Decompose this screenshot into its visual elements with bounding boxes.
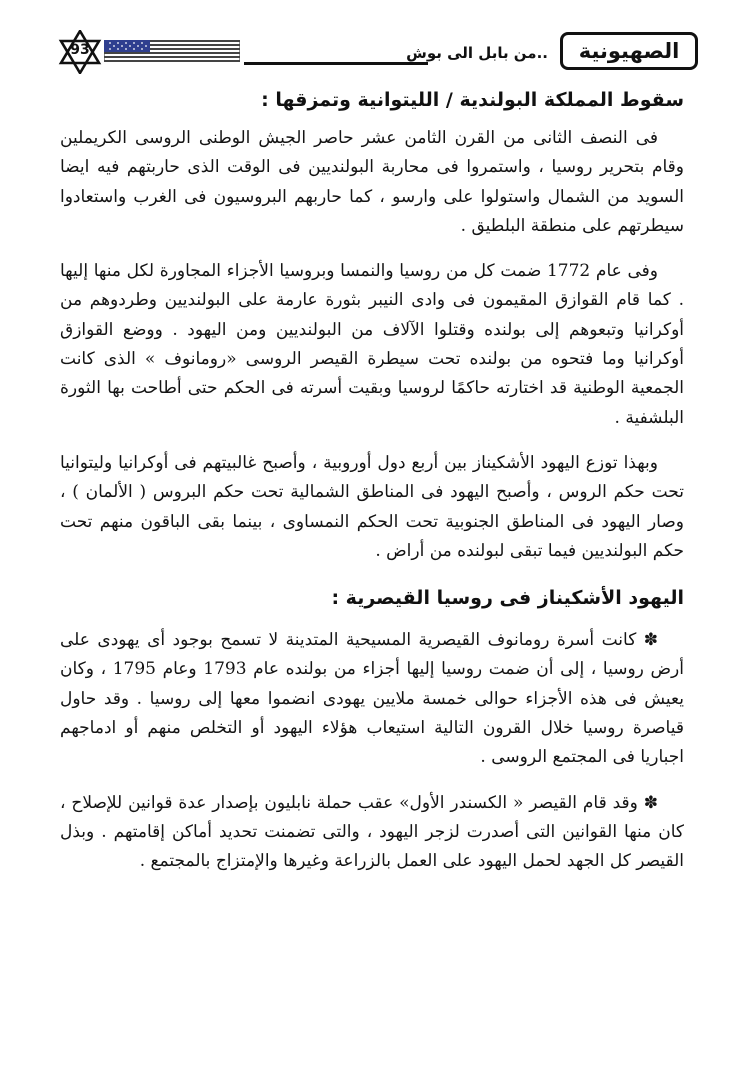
series-title-box <box>560 32 698 70</box>
series-title: الصهيونية <box>578 39 680 63</box>
running-header <box>58 30 698 74</box>
paragraph: وفى عام 1772 ضمت كل من روسيا والنمسا وبروسيا الأجزاء المجاورة لكل منها إليها . كما قام القوازق المقيمون فى وادى النيبر بثورة عارمة على البولنديين وطردوهم من أوكرانيا وتبعوهم إلى بولنده وقتلوا الآلاف من البولنديين ومن اليهود . ووضع القوازق أوكرانيا وما فتحوه من بولنده تحت سيطرة القيصر الروسى «رومانوف » الذى كانت الجمعية الوطنية قد اختارته حاكمًا لروسيا وبقيت أسرته فى الحكم حتى أطاحت بها الثورة البلشفية . <box>60 261 684 428</box>
paragraph-text: وقد قام القيصر « الكسندر الأول» عقب حملة نابليون بإصدار عدة قوانين للإصلاح ، كان منها القوانين التى أصدرت لزجر اليهود ، والتى تضمنت تحديد أماكن إقامتهم . وبذل القيصر كل الجهد لحمل اليهود على العمل بالزراعة وغيرها والإمتزاج بالمجتمع . <box>60 792 684 872</box>
bullet-paragraph <box>60 626 684 772</box>
bullet-icon: ✽ <box>643 792 658 813</box>
section-heading: سقوط المملكة البولندية / الليتوانية وتمزقها : <box>261 89 684 111</box>
bullet-icon: ✽ <box>643 630 658 651</box>
section-heading: اليهود الأشكيناز فى روسيا القيصرية : <box>331 587 684 610</box>
page-number: 93 <box>70 42 90 58</box>
header-rule <box>244 62 428 65</box>
star-of-david-icon <box>58 30 102 74</box>
paragraph: فى النصف الثانى من القرن الثامن عشر حاصر الجيش الوطنى الروسى الكريملين وقام بتحرير روسيا ، واستمروا فى محاربة البولنديين فى الوقت الذى حاربتهم فيه ايضا السويد من الشمال واستولوا على وارسو ، كما حاربهم البروسيون فى الغرب واستعادوا سيطرتهم على منطقة البلطيق . <box>60 128 684 236</box>
american-flag-icon <box>104 40 240 62</box>
paragraph-text: كانت أسرة رومانوف القيصرية المسيحية المتدينة لا تسمح بوجود أى يهودى على أرض روسيا ، إلى أن ضمت روسيا إليها أجزاء من بولنده عام 1793 وعام 1795 ، وكان يعيش فى هذه الأجزاء حوالى خمسة ملايين يهودى انضموا معها إلى روسيا . وقد حاول قياصرة روسيا خلال القرون التالية استيعاب هؤلاء اليهود أو التخلص منهم أو ادماجهم اجباريا فى المجتمع الروسى . <box>60 630 684 768</box>
paragraph: وبهذا توزع اليهود الأشكيناز بين أربع دول أوروبية ، وأصبح غالبيتهم فى أوكرانيا وليتوانيا تحت حكم الروس ، وأصبح اليهود فى المناطق الشمالية تحت حكم البروس ( الألمان ) ، وصار اليهود فى المناطق الجنوبية تحت الحكم النمساوى ، بينما بقى الباقون منهم تحت حكم البولنديين فيما تبقى لبولنده من أراض . <box>60 452 684 561</box>
page-body <box>60 84 684 893</box>
bullet-paragraph <box>60 789 684 877</box>
series-subtitle: ..من بابل الى بوش <box>406 44 548 62</box>
